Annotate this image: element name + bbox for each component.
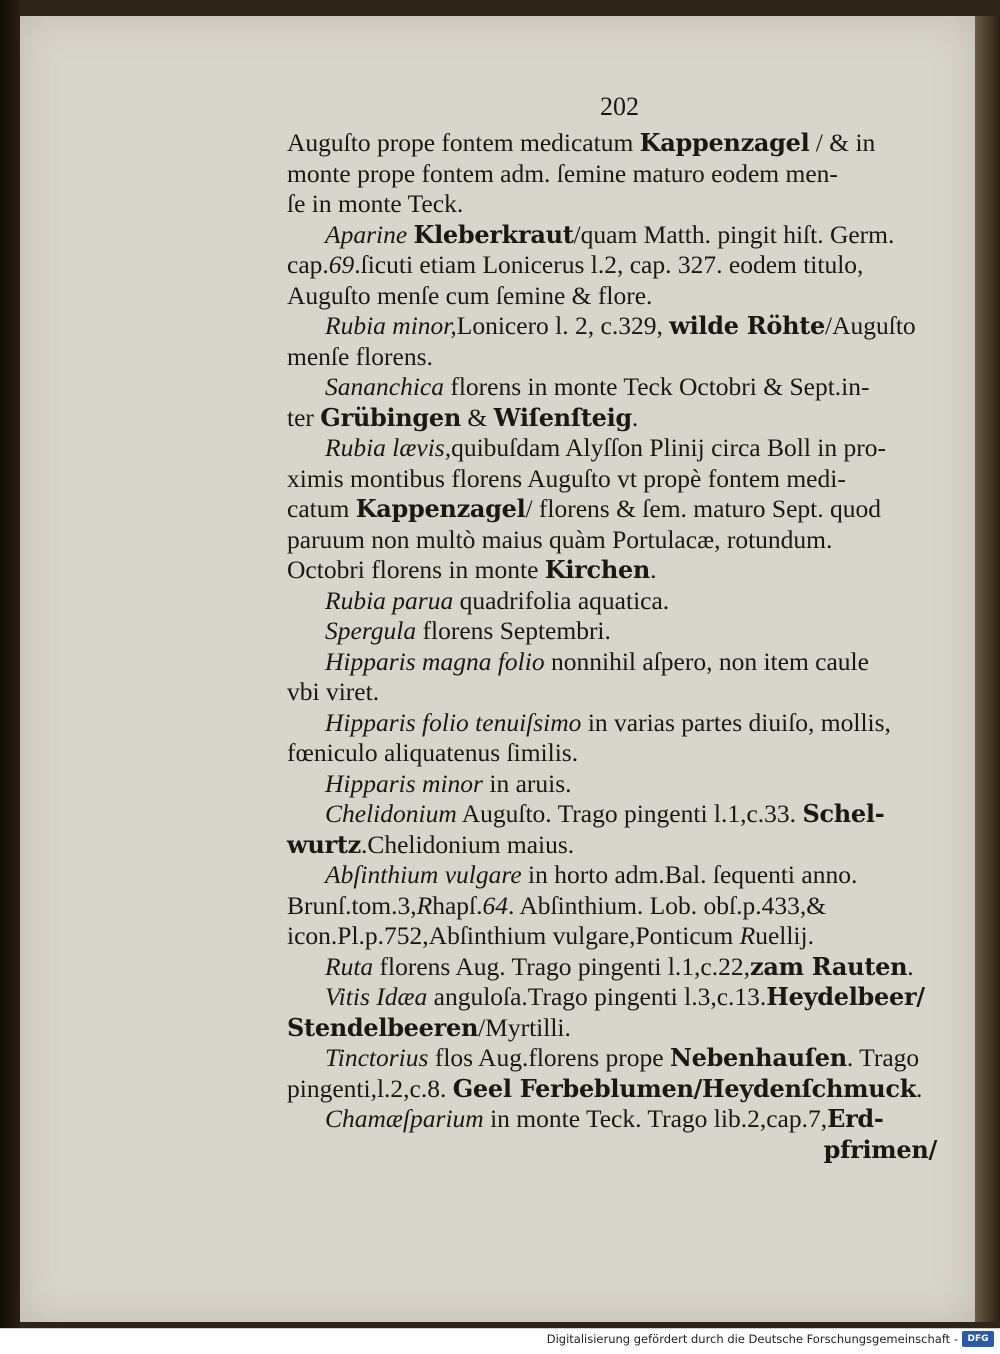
text-run: in varias partes diuiſo, mollis, [581, 707, 891, 737]
text-line [287, 952, 947, 983]
text-run: Auguſto prope fontem medicatum [287, 128, 640, 157]
italic-term: Rubia minor, [325, 311, 457, 340]
text-run: anguloſa.Trago pingenti l.3,c.13. [427, 982, 767, 1011]
footer-credit[interactable]: Digitalisierung gefördert durch die Deutsche Forschungsgemeinschaft - [546, 1332, 958, 1346]
text-line [287, 433, 947, 464]
text-run: Auguſto menſe cum ſemine & flore. [287, 280, 653, 310]
text-line [287, 281, 947, 312]
text-run: monte prope fontem adm. ſemine maturo eodem men- [287, 158, 838, 188]
text-line [287, 647, 947, 678]
text-line [287, 891, 947, 922]
blackletter-word: Kappenzagel [639, 128, 810, 157]
text-line [287, 1013, 947, 1044]
text-line [287, 128, 947, 159]
text-run: ximis montibus florens Auguſto vt propè fontem medi- [287, 463, 846, 493]
italic-term: Sananchica [325, 372, 444, 401]
text-run: .ſicuti etiam Lonicerus l.2, cap. 327. eodem titulo, [354, 250, 864, 279]
blackletter-word: Kappenzagel [355, 494, 526, 523]
italic-term: R [739, 921, 756, 950]
page-text [287, 128, 947, 1165]
text-run: Brunſ.tom.3, [287, 890, 417, 920]
blackletter-word: Schel- [802, 799, 885, 828]
italic-term: Tinctorius [325, 1043, 429, 1072]
text-run: paruum non multò maius quàm Portulacæ, rotundum. [287, 524, 833, 554]
italic-term: R [416, 890, 433, 920]
text-line [287, 1074, 947, 1105]
book-edge-left [0, 0, 20, 1328]
italic-term: Rubia parua [325, 585, 454, 615]
text-run: /quam Matth. pingit hiſt. Germ. [573, 219, 895, 249]
text-line [287, 464, 947, 495]
text-line [287, 250, 947, 281]
text-line [287, 1104, 947, 1135]
text-run: ter [287, 402, 321, 432]
text-line [287, 738, 947, 769]
text-run: uellij. [755, 921, 814, 950]
italic-term: Chelidonium [325, 799, 457, 828]
text-run: . Trago [846, 1043, 920, 1072]
text-line [287, 982, 947, 1013]
text-line [287, 921, 947, 952]
text-run: /Auguſto [824, 311, 916, 340]
italic-term: Aparine [325, 219, 408, 249]
text-run: menſe florens. [287, 341, 433, 371]
text-run: . Abſinthium. Lob. obſ.p.433,& [508, 890, 827, 920]
text-line [287, 677, 947, 708]
text-line [287, 555, 947, 586]
italic-term: 69 [328, 250, 355, 279]
blackletter-word: Grübingen [320, 402, 462, 432]
text-line [287, 311, 947, 342]
text-line [287, 616, 947, 647]
italic-term: Rubia lævis, [325, 433, 452, 462]
text-run: . [916, 1073, 923, 1103]
blackletter-word: Kirchen [544, 555, 651, 584]
blackletter-word: Stendelbeeren [287, 1012, 479, 1042]
text-run: catum [287, 494, 356, 523]
blackletter-word: Erd- [827, 1104, 884, 1133]
text-run: / & in [809, 128, 876, 157]
text-run: / florens & ſem. maturo Sept. quod [525, 494, 881, 523]
text-run: vbi viret. [287, 677, 380, 706]
catchword [287, 1135, 947, 1166]
italic-term: Abſinthium vulgare [325, 860, 522, 889]
text-run: in aruis. [482, 768, 572, 798]
blackletter-word: Wiſenſteig [493, 402, 632, 432]
text-run: ſe in monte Teck. [287, 189, 464, 218]
text-run: . [631, 402, 639, 432]
text-run: quadrifolia aquatica. [453, 585, 670, 615]
italic-term: Chamæſparium [325, 1104, 484, 1133]
text-line [287, 189, 947, 220]
text-run: pingenti,l.2,c.8. [287, 1073, 453, 1103]
text-line [287, 372, 947, 403]
text-run: hapſ. [432, 890, 483, 920]
text-line [287, 220, 947, 251]
text-line [287, 830, 947, 861]
italic-term: Vitis Idæa [325, 982, 428, 1011]
text-line [287, 159, 947, 190]
text-line [287, 708, 947, 739]
text-line [287, 799, 947, 830]
text-run: Auguſto. Trago pingenti l.1,c.33. [456, 799, 803, 828]
text-line [287, 1043, 947, 1074]
text-line [287, 586, 947, 617]
italic-term: Hipparis minor [325, 768, 483, 798]
dfg-logo[interactable]: DFG [962, 1331, 994, 1347]
text-line [287, 769, 947, 800]
blackletter-word: wurtz [287, 829, 361, 859]
text-run: & [461, 402, 494, 432]
text-run: icon.Pl.p.752,Abſinthium vulgare,Ponticum [287, 921, 740, 950]
catchword-text: pfrimen/ [823, 1134, 937, 1164]
italic-term: Hipparis magna folio [325, 646, 545, 676]
text-run: Octobri florens in monte [287, 555, 545, 584]
text-run: flos Aug.florens prope [428, 1043, 670, 1072]
page-number: 202 [600, 92, 639, 121]
blackletter-word: Nebenhauſen [669, 1043, 847, 1072]
text-run: quibuſdam Alyſſon Plinij circa Boll in pro- [451, 433, 886, 462]
text-run: florens Septembri. [416, 616, 611, 645]
italic-term: Ruta [325, 951, 374, 981]
text-run: /Myrtilli. [478, 1012, 571, 1042]
text-run: . [650, 555, 657, 584]
text-run: fœniculo aliquatenus ſimilis. [287, 738, 579, 767]
blackletter-word: Kleberkraut [413, 219, 574, 249]
text-run: florens in monte Teck Octobri & Sept.in- [443, 372, 870, 401]
italic-term: Spergula [325, 616, 417, 645]
blackletter-word: Geel Ferbeblumen/Heydenſchmuck [452, 1073, 917, 1103]
blackletter-word: wilde Röhte [669, 311, 825, 340]
text-run: cap. [287, 250, 329, 279]
blackletter-word: Heydelbeer/ [766, 982, 925, 1011]
blackletter-word: zam Rauten [750, 951, 908, 981]
text-line [287, 525, 947, 556]
text-run: .Chelidonium maius. [360, 829, 575, 859]
text-run: . [907, 951, 914, 981]
text-run: in monte Teck. Trago lib.2,cap.7, [483, 1104, 828, 1133]
text-line [287, 403, 947, 434]
text-run: in horto adm.Bal. ſequenti anno. [521, 860, 858, 889]
italic-term: 64 [482, 890, 508, 920]
text-line [287, 494, 947, 525]
book-edge-right [975, 16, 1000, 1322]
text-run: nonnihil aſpero, non item caule [544, 646, 869, 676]
text-line [287, 860, 947, 891]
text-run: Lonicero l. 2, c.329, [456, 311, 670, 340]
text-run: florens Aug. Trago pingenti l.1,c.22, [373, 951, 750, 981]
italic-term: Hipparis folio tenuiſsimo [325, 707, 582, 737]
text-line [287, 342, 947, 373]
